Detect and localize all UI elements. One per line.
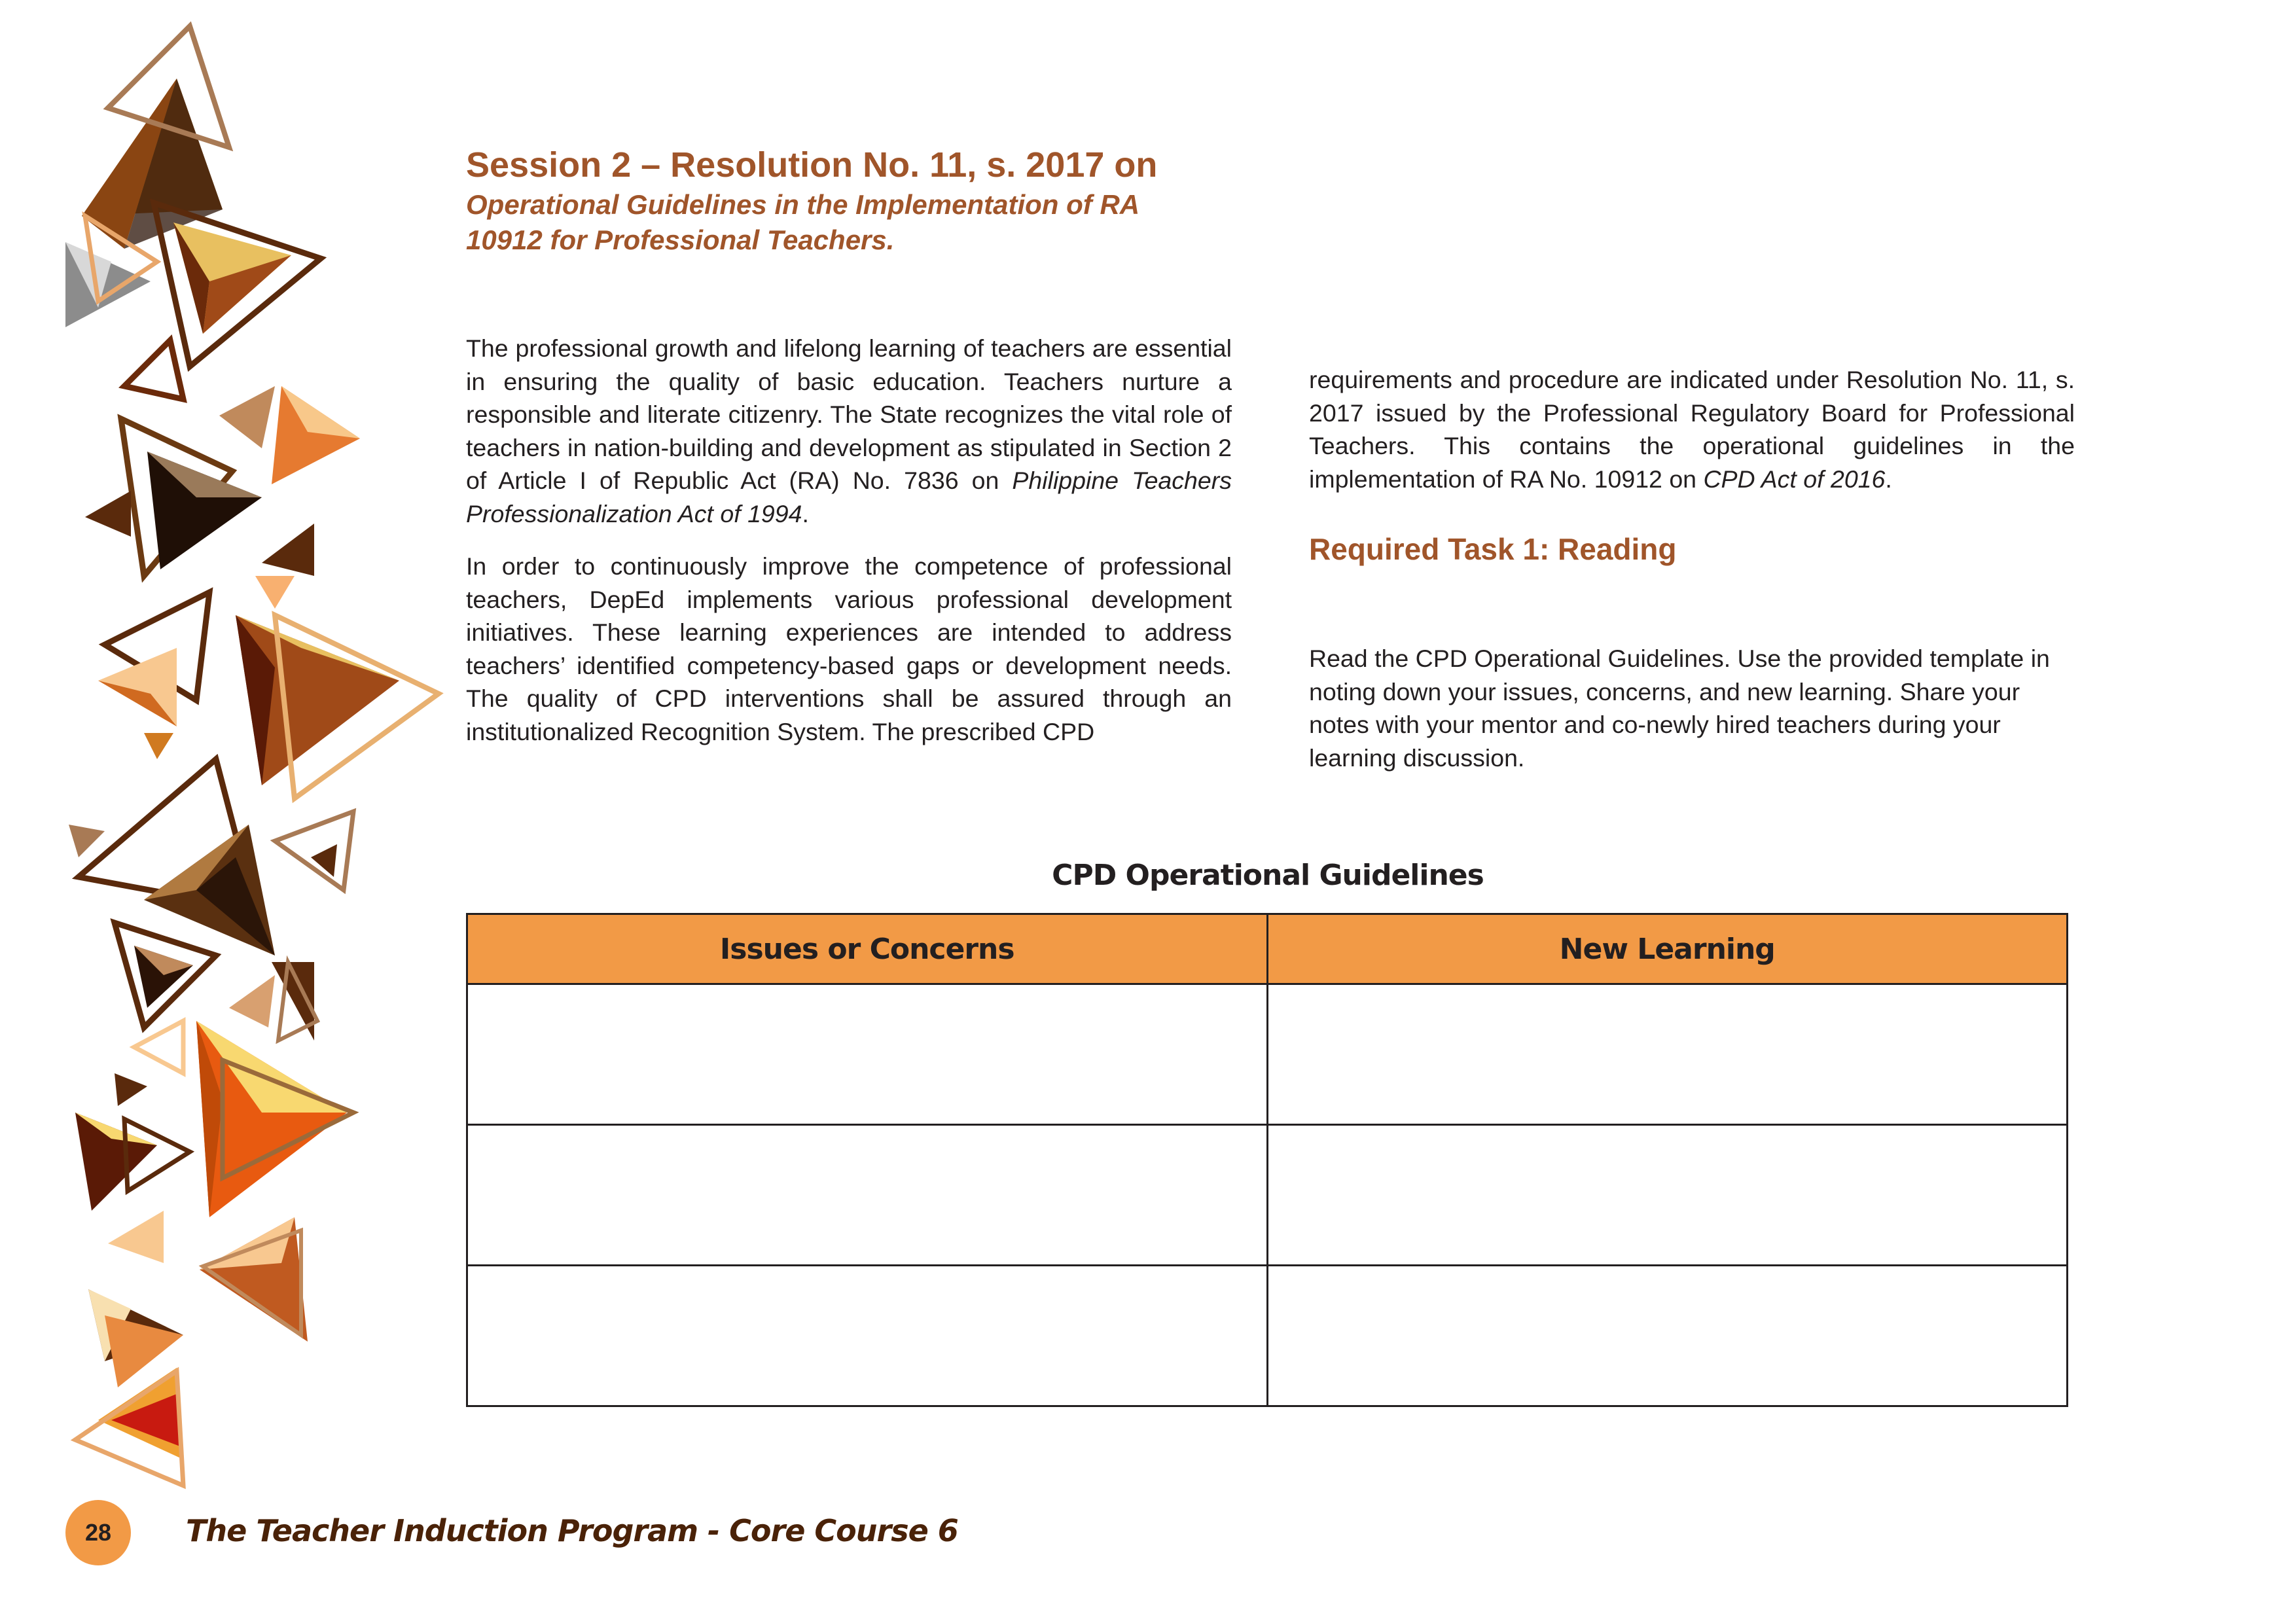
session-subtitle-line1: Operational Guidelines in the Implementation of RA [466,189,1140,220]
footer-title: The Teacher Induction Program - Core Course 6 [186,1513,958,1548]
cpd-guidelines-table [466,913,2068,1407]
column-header-learning: New Learning [1267,914,2068,984]
learning-cell[interactable] [1267,1266,2068,1406]
cpd-act-title: CPD Act of 2016 [1703,465,1886,493]
paragraph-growth [466,332,1232,530]
table-row [467,984,2068,1125]
paragraph-cpd: In order to continuously improve the competence of professional teachers, DepEd implements various professional development initiatives. These learning experiences are intended to address teachers’ identified competency-based gaps or development needs. The quality of CPD interventions shall be assured through an institutionalized Recognition System. The prescribed CPD [466,552,1232,745]
issues-cell[interactable] [467,1266,1268,1406]
paragraph-growth-end: . [802,499,809,527]
paragraph-requirements-text: requirements and procedure are indicated under Resolution No. 11, s. 2017 issued by the Professional Regulatory Board for Professional Teachers. This contains the operational guidelines in the implementation of RA No. 10912 on [1309,366,2075,493]
session-heading [466,143,1251,258]
column-header-issues: Issues or Concerns [467,914,1268,984]
right-column [1309,363,2075,515]
table-row [467,1125,2068,1266]
table-row [467,1266,2068,1406]
learning-cell[interactable] [1267,1125,2068,1266]
learning-cell[interactable] [1267,984,2068,1125]
task-instructions: Read the CPD Operational Guidelines. Use the provided template in noting down your issues, concerns, and new learning. Share your notes with your mentor and co-newly hired teachers during your learning discussion. [1309,645,2050,772]
paragraph-growth-text: The professional growth and lifelong learning of teachers are essential in ensuring the quality of basic education. Teachers nurture a responsible and literate citizenry. The State recognizes the vital role of teachers in nation-building and development as stipulated in Section 2 of Article I of Republic Act (RA) No. 7836 on [466,334,1232,494]
session-title: Session 2 – Resolution No. 11, s. 2017 on [466,145,1158,185]
task-heading: Required Task 1: Reading [1309,532,1677,566]
table-header-row [467,914,2068,984]
left-column [466,332,1232,768]
paragraph-requirements-end: . [1885,465,1892,493]
paragraph-requirements [1309,363,2075,495]
decorative-triangles [0,0,471,1505]
table-caption: CPD Operational Guidelines [1052,859,1484,892]
act-title: Philippine Teachers Professionalization Act of 1994 [466,467,1232,527]
issues-cell[interactable] [467,1125,1268,1266]
issues-cell[interactable] [467,984,1268,1125]
page-number-badge: 28 [65,1500,131,1565]
session-subtitle-line2: 10912 for Professional Teachers. [466,224,895,255]
